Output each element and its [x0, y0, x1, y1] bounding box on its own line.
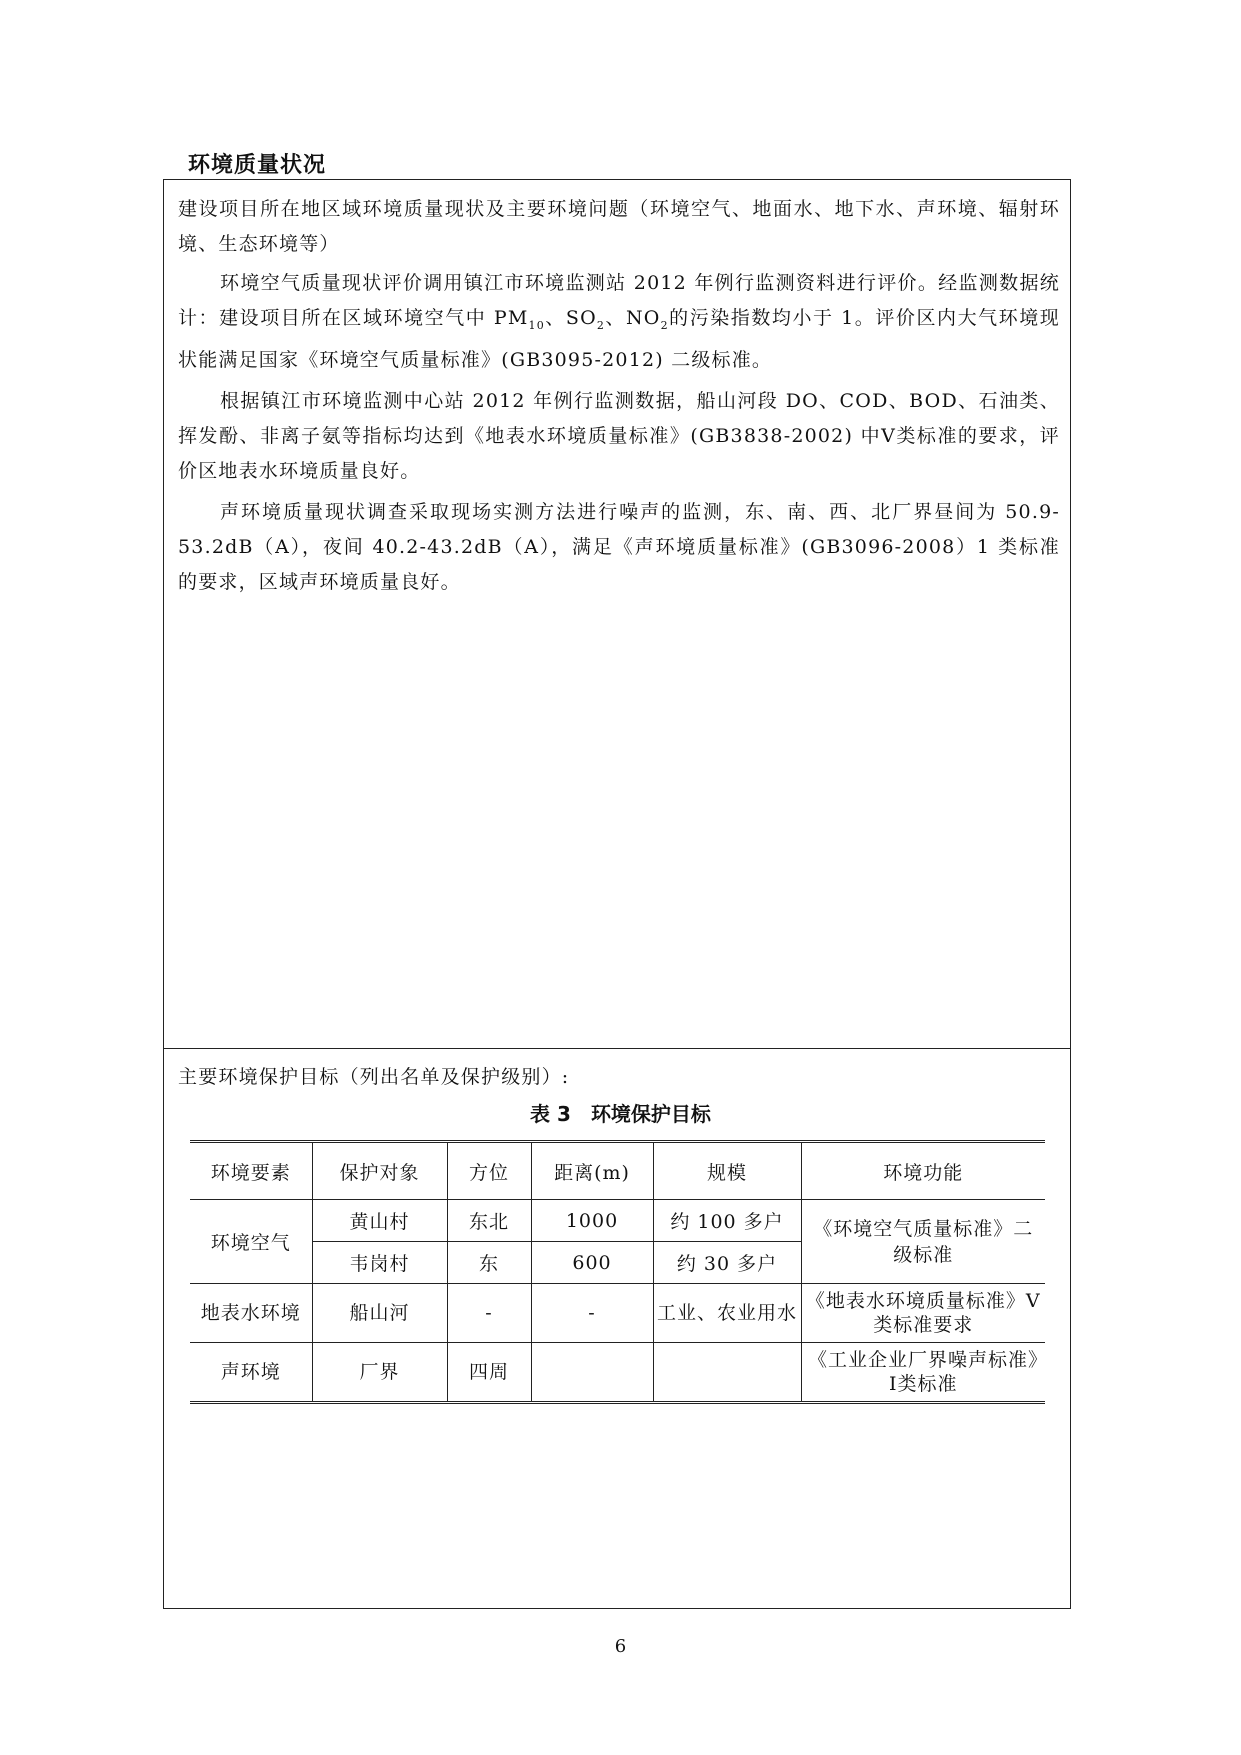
air-text-3: 、NO [605, 307, 661, 329]
protection-targets-heading: 主要环境保护目标（列出名单及保护级别）: [178, 1066, 570, 1088]
direction-cell: - [447, 1284, 531, 1343]
table-row [190, 1284, 1045, 1343]
distance-cell: 600 [531, 1242, 653, 1284]
air-quality-paragraph [178, 266, 1060, 378]
element-cell: 地表水环境 [190, 1284, 312, 1343]
no-subscript: 2 [660, 318, 669, 332]
air-text-2: 、SO [544, 307, 597, 329]
col-header: 规模 [653, 1142, 801, 1200]
surface-water-paragraph: 根据镇江市环境监测中心站 2012 年例行监测数据，船山河段 DO、COD、BOD、石油类、挥发酚、非离子氨等指标均达到《地表水环境质量标准》(GB3838-2002) 中Ⅴ类标准的要求，评价区地表水环境质量良好。 [178, 389, 1060, 482]
col-header: 环境要素 [190, 1142, 312, 1200]
air-text-1: 环境空气质量现状评价调用镇江市环境监测站 2012 年例行监测资料进行评价。经监测数据统计：建设项目所在区域环境空气中 PM [178, 272, 1060, 329]
pm-subscript: 10 [528, 318, 545, 332]
table-row [190, 1343, 1045, 1403]
scale-cell: 约 100 多户 [653, 1200, 801, 1242]
protection-targets-table [190, 1140, 1045, 1404]
object-cell: 厂界 [312, 1343, 447, 1403]
direction-cell: 四周 [447, 1343, 531, 1403]
object-cell: 船山河 [312, 1284, 447, 1343]
element-cell: 环境空气 [190, 1200, 312, 1284]
table-title: 环境保护目标 [590, 1102, 711, 1126]
table-label: 表 3 [530, 1102, 571, 1126]
table-header-row [190, 1142, 1045, 1200]
direction-cell: 东北 [447, 1200, 531, 1242]
scale-cell: 工业、农业用水 [653, 1284, 801, 1343]
scale-cell [653, 1343, 801, 1403]
object-cell: 韦岗村 [312, 1242, 447, 1284]
function-cell: 《环境空气质量标准》二级标准 [801, 1200, 1045, 1284]
table-row [190, 1200, 1045, 1242]
scale-cell: 约 30 多户 [653, 1242, 801, 1284]
function-cell: 《地表水环境质量标准》Ⅴ类标准要求 [801, 1284, 1045, 1343]
distance-cell: 1000 [531, 1200, 653, 1242]
object-cell: 黄山村 [312, 1200, 447, 1242]
col-header: 距离(m) [531, 1142, 653, 1200]
section-title: 环境质量状况 [188, 153, 327, 178]
box1-heading: 建设项目所在地区域环境质量现状及主要环境问题（环境空气、地面水、地下水、声环境、辐射环境、生态环境等） [178, 198, 1060, 255]
element-cell: 声环境 [190, 1343, 312, 1403]
page-number: 6 [614, 1636, 627, 1657]
distance-cell [531, 1343, 653, 1403]
direction-cell: 东 [447, 1242, 531, 1284]
section-divider [163, 1048, 1071, 1049]
function-cell: 《工业企业厂界噪声标准》Ⅰ类标准 [801, 1343, 1045, 1403]
so-subscript: 2 [596, 318, 606, 332]
col-header: 保护对象 [312, 1142, 447, 1200]
air-text-4: 的污染指数均小于 1。评价区内大气环境现状能满足国家《环境空气质量标准》(GB3095-2012) 二级标准。 [178, 307, 1060, 371]
environment-quality-box [178, 192, 1060, 606]
distance-cell: - [531, 1284, 653, 1343]
col-header: 环境功能 [801, 1142, 1045, 1200]
noise-paragraph: 声环境质量现状调查采取现场实测方法进行噪声的监测，东、南、西、北厂界昼间为 50.9-53.2dB（A），夜间 40.2-43.2dB（A），满足《声环境质量标准》(GB3096-2008）1 类标准的要求，区域声环境质量良好。 [178, 500, 1060, 593]
col-header: 方位 [447, 1142, 531, 1200]
table-caption [0, 1098, 1241, 1127]
